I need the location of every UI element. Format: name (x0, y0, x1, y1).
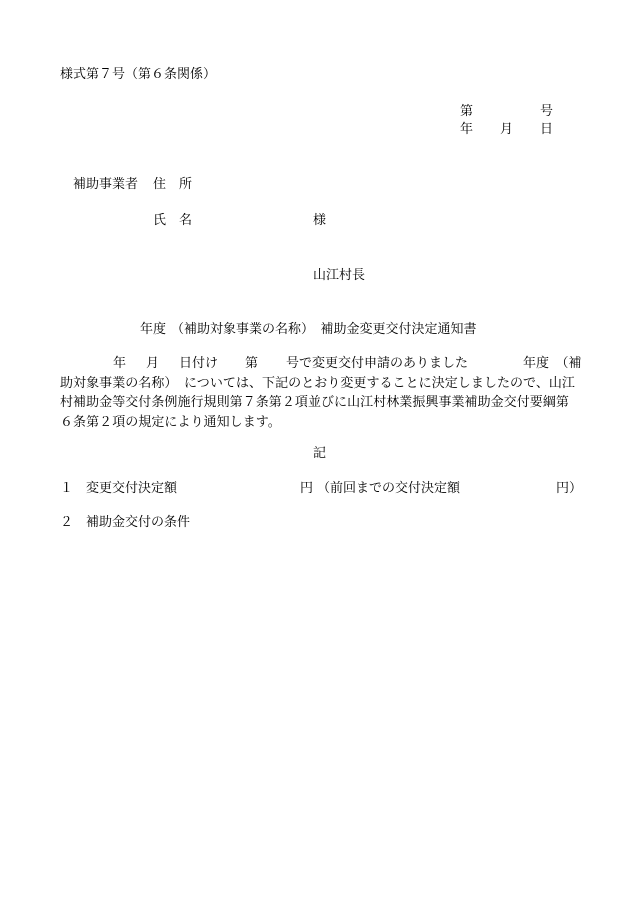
item1-previous-yen: 円） (556, 481, 583, 496)
body-nendo: 年度 （補 (523, 356, 582, 371)
body-year: 年 (113, 356, 127, 371)
body-paragraph (60, 354, 590, 432)
recipient-role: 補助事業者 (73, 177, 139, 192)
body-dai: 第 (245, 356, 259, 371)
recipient-name-label: 氏 名 (153, 213, 193, 228)
body-month: 月 (146, 356, 160, 371)
recipient-honorific: 様 (313, 213, 327, 228)
body-line-4: ６条第２項の規定により通知します。 (60, 414, 281, 430)
date-year: 年 (460, 122, 474, 137)
form-label: 様式第７号（第６条関係） (60, 67, 217, 82)
body-day: 日付け (179, 356, 219, 371)
item1-label: １ 変更交付決定額 (60, 481, 178, 496)
document-number-suffix: 号 (540, 104, 554, 119)
body-application-text: 号で変更交付申請のありました (286, 356, 469, 371)
title-nendo: 年度 (140, 322, 167, 337)
document-title: （補助対象事業の名称） 補助金変更交付決定通知書 (171, 322, 477, 337)
item1-previous-label: （前回までの交付決定額 (317, 481, 461, 496)
ki-heading: 記 (313, 446, 327, 461)
recipient-address-label: 住 所 (153, 177, 193, 192)
document-number-prefix: 第 (460, 104, 474, 119)
item2-label: ２ 補助金交付の条件 (60, 515, 191, 530)
body-line-3: 村補助金等交付条例施行規則第７条第２項並びに山江村林業振興事業補助金交付要綱第 (60, 395, 569, 410)
date-day: 日 (540, 122, 554, 137)
body-line-2: 助対象事業の名称） については、下記のとおり変更することに決定しましたので、山江 (60, 375, 575, 391)
item1-yen: 円 (300, 481, 314, 496)
date-month: 月 (500, 122, 514, 137)
issuer-name: 山江村長 (313, 268, 366, 283)
